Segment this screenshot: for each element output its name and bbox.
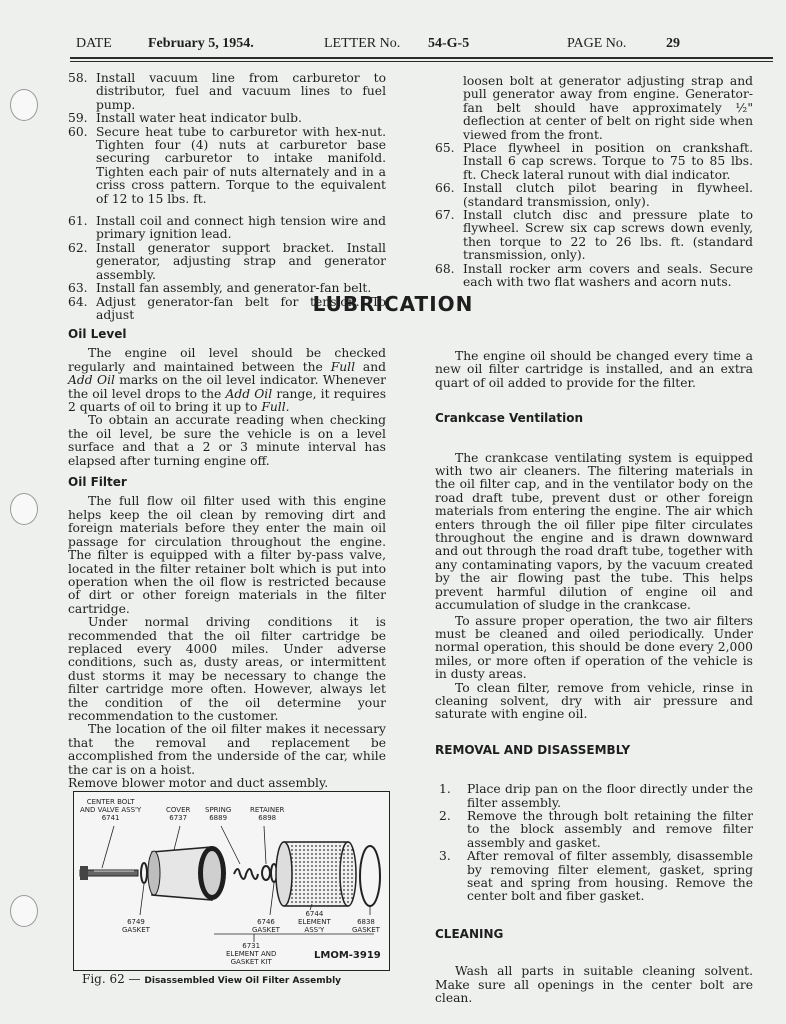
- crankcase-paragraph: To clean filter, remove from vehicle, rinse in cleaning solvent, dry with air pressure and saturate with engine oil.: [435, 680, 753, 722]
- letter-number: 54-G-5: [428, 36, 470, 51]
- label-code: LMOM-3919: [314, 950, 381, 961]
- oil-change-paragraph: The engine oil should be changed every time a new oil filter cartridge is installed, and an extra quart of oil added to provide for the filter.: [435, 349, 753, 390]
- page-header: [76, 36, 772, 56]
- date-value: February 5, 1954.: [148, 36, 254, 51]
- oil-level-paragraph: The engine oil level should be checked regularly and maintained between the Full and Add Oil marks on the oil level indicator. Whenever the oil level drops to the Add Oil range, it requires 2 quarts of oil to bring it up to Full.: [68, 346, 387, 415]
- binder-hole: [10, 895, 38, 927]
- center-bolt-drawing: [80, 866, 138, 880]
- step-item: 65. Place flywheel in position on crankshaft. Install 6 cap screws. Torque to 75 to 85 lbs. ft. Check lateral runout with dial indicator.: [435, 141, 753, 182]
- caption-number: Fig. 62 —: [82, 972, 141, 986]
- steps-right: [435, 75, 753, 290]
- binder-hole: [10, 493, 38, 525]
- label-gasket-6749: 6749 GASKET: [122, 918, 150, 934]
- oil-filter-paragraph: The full flow oil filter used with this engine helps keep the oil clean by removing dirt and foreign materials before they enter the main oil passage for circulation throughout the engine. The filter is equipped with a filter by-pass valve, located in the filter retainer bolt which is put into operation when the oil flow is restricted because of dirt or other foreign materials in the filter cartridge.: [68, 494, 386, 616]
- step-item: 68. Install rocker arm covers and seals. Secure each with two flat washers and acorn nuts.: [435, 261, 753, 290]
- step-item: 59. Install water heat indicator bulb.: [68, 111, 302, 126]
- gasket-drawing: [141, 863, 147, 883]
- oil-level-heading: Oil Level: [68, 327, 127, 341]
- figure-caption: [82, 972, 341, 986]
- step-item: 67. Install clutch disc and pressure plate to flywheel. Screw six cap screws down evenly, then torque to 22 to 26 lbs. ft. (standard transmission, only).: [435, 208, 753, 263]
- label-center-bolt: CENTER BOLT AND VALVE ASS'Y 6741: [80, 798, 142, 822]
- page-number: 29: [666, 36, 680, 51]
- page-label: PAGE No.: [567, 36, 627, 51]
- oil-level-paragraph: To obtain an accurate reading when checking the oil level, be sure the vehicle is on a level surface and that a 2 or 3 minute interval has elapsed after turning engine off.: [68, 413, 386, 468]
- cleaning-paragraph: Wash all parts in suitable cleaning solvent. Make sure all openings in the center bolt are clean.: [435, 964, 753, 1006]
- gasket-drawing: [360, 846, 380, 906]
- label-gasket-6746: 6746 GASKET: [252, 918, 280, 934]
- right-column: [435, 350, 753, 1005]
- cover-drawing: [148, 846, 226, 900]
- date-label: DATE: [76, 36, 112, 51]
- letter-label: LETTER No.: [324, 36, 401, 51]
- label-cover: COVER 6737: [166, 806, 191, 822]
- removal-step: 3. After removal of filter assembly, disassemble by removing filter element, gasket, spring seat and spring from housing. Remove the center bolt and fiber gasket.: [439, 849, 753, 904]
- oil-filter-paragraph: The location of the oil filter makes it necessary that the removal and replacement be accomplished from the underside of the car, while the car is on a hoist.: [68, 722, 386, 777]
- step-item: 63. Install fan assembly, and generator-fan belt.: [68, 281, 372, 296]
- step-item: 66. Install clutch pilot bearing in flywheel. (standard transmission, only).: [435, 181, 753, 209]
- label-spring: SPRING 6889: [205, 806, 232, 822]
- step-continuation: loosen bolt at generator adjusting strap and pull generator away from engine. Generator-fan belt should have approximately ½" deflection at center of belt on right side when viewed from the front.: [463, 74, 753, 142]
- left-column: [68, 328, 386, 790]
- step-item: 62. Install generator support bracket. Install generator, adjusting strap and generator assembly.: [68, 240, 386, 282]
- label-element: 6744 ELEMENT ASS'Y: [298, 910, 331, 934]
- oil-filter-figure: [73, 791, 390, 971]
- steps-left: [68, 72, 386, 322]
- removal-step: 2. Remove the through bolt retaining the filter to the block assembly and remove filter assembly and gasket.: [439, 808, 753, 850]
- section-title: LUBRICATION: [312, 292, 474, 316]
- oil-filter-paragraph: Under normal driving conditions it is recommended that the oil filter cartridge be replaced every 4000 miles. Under adverse conditions, such as, dusty areas, or intermittent dust storms it may be necessary to change the filter cartridge more often. However, always let the condition of the oil determine your recommendation to the customer.: [68, 615, 386, 723]
- crankcase-paragraph: To assure proper operation, the two air filters must be cleaned and oiled periodically. Under normal operation, this should be done every 2,000 miles, or more often if operation of the vehicle is in dusty areas.: [435, 613, 753, 682]
- header-rule: [70, 61, 773, 62]
- label-retainer: RETAINER 6898: [250, 806, 285, 822]
- crankcase-heading: Crankcase Ventilation: [435, 411, 584, 426]
- spring-drawing: [234, 869, 258, 879]
- binder-hole: [10, 89, 38, 121]
- label-kit: 6731 ELEMENT AND GASKET KIT: [226, 942, 277, 966]
- label-gasket-6838: 6838 GASKET: [352, 918, 380, 934]
- step-item: 60. Secure heat tube to carburetor with hex-nut. Tighten four (4) nuts at carburetor base securing carburetor to intake manifold. Tighten each pair of nuts alternately and in a criss cross pattern. Torque to the equivalent of 12 to 15 lbs. ft.: [68, 124, 386, 206]
- retainer-drawing: [262, 866, 270, 880]
- cleaning-heading: CLEANING: [435, 926, 504, 941]
- oil-filter-paragraph: Remove blower motor and duct assembly.: [68, 776, 329, 790]
- removal-heading: REMOVAL AND DISASSEMBLY: [435, 742, 631, 757]
- step-item: 64. Adjust generator-fan belt for tension. To adjust: [68, 294, 386, 322]
- crankcase-paragraph: The crankcase ventilating system is equipped with two air cleaners. The filtering materials in the oil filter cap, and in the ventilator body on the road draft tube, prevent dust or other foreign materials from entering the engine. The air which enters through the oil filler pipe filter circulates throughout the engine and is drawn downward and out through the road draft tube, together with any contaminating vapors, by the vacuum created by the air flowing past the tube. This helps prevent harmful dilution of engine oil and accumulation of sludge in the crankcase.: [435, 450, 753, 613]
- removal-step: 1. Place drip pan on the floor directly under the filter assembly.: [439, 782, 753, 810]
- step-item: 58. Install vacuum line from carburetor to distributor, fuel and vacuum lines to fuel pump.: [68, 71, 386, 112]
- caption-text: Disassembled View Oil Filter Assembly: [144, 976, 342, 986]
- step-item: 61. Install coil and connect high tension wire and primary ignition lead.: [68, 214, 386, 242]
- header-rule: [70, 57, 773, 59]
- oil-filter-heading: Oil Filter: [68, 475, 127, 490]
- element-drawing: [276, 842, 356, 906]
